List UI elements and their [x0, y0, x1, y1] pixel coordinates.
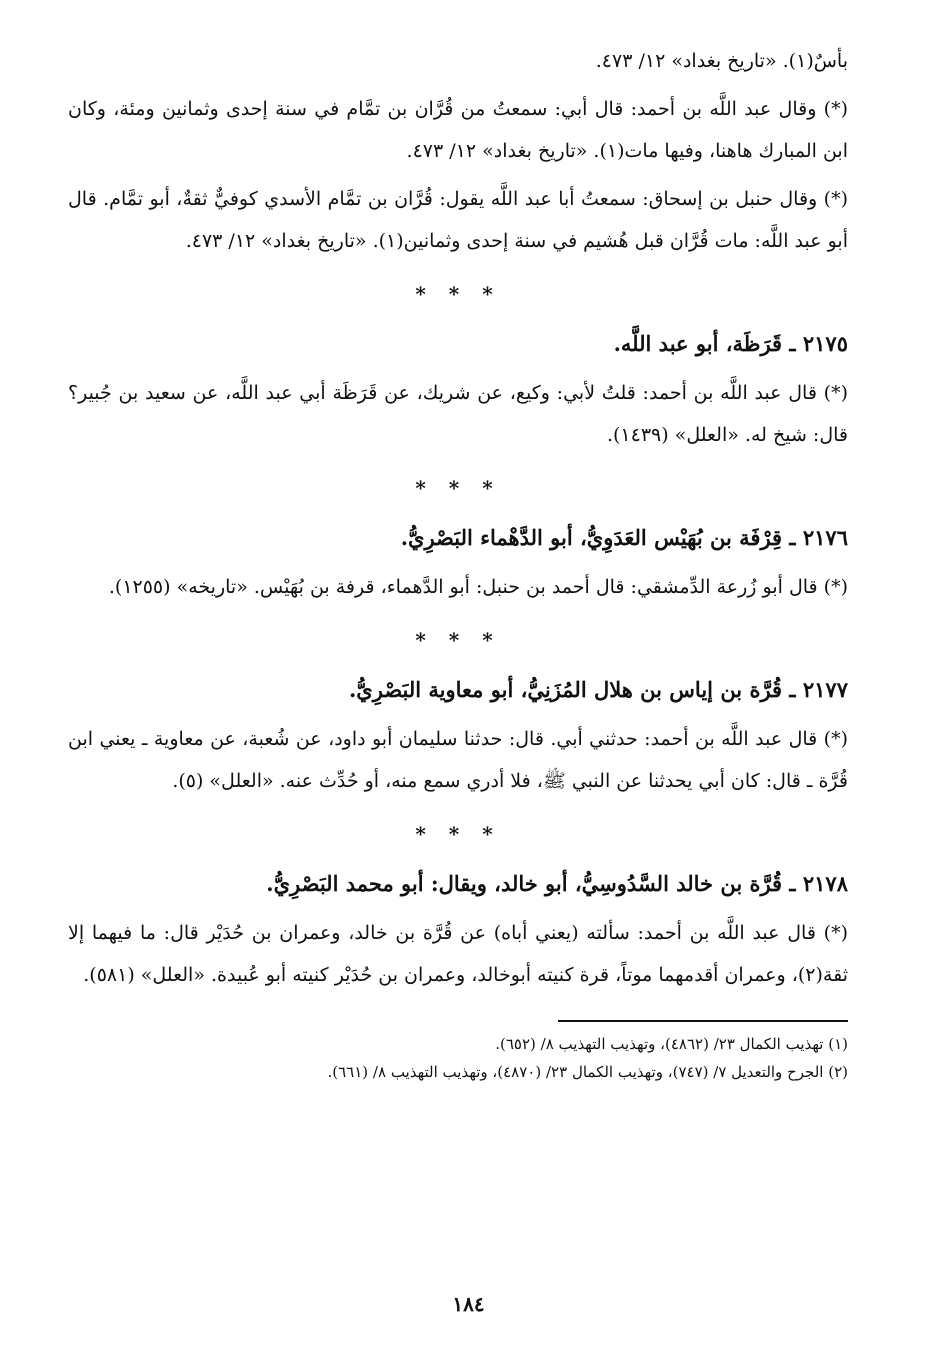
- paragraph: (*) وقال عبد اللَّه بن أحمد: قال أبي: سمعتُ من قُرَّان بن تمَّام في سنة إحدى وثمانين ومئة، وكان ابن المبارك هاهنا، وفيها مات(١). «تاريخ بغداد» ١٢/ ٤٧٣.: [68, 98, 848, 162]
- paragraph: (*) قال عبد اللَّه بن أحمد: قلتُ لأبي: وكيع، عن شريك، عن قَرَظَة أبي عبد اللَّه، عن سعيد بن جُبير؟ قال: شيخ له. «العلل» (١٤٣٩).: [68, 382, 848, 446]
- section-separator: * * *: [415, 822, 501, 846]
- footnotes: [68, 1030, 848, 1086]
- section-separator: * * *: [415, 476, 501, 500]
- entry-title: ٢١٧٧ ـ قُرَّة بن إياس بن هلال المُزَنِيُّ، أبو معاوية البَصْرِيُّ.: [348, 677, 848, 702]
- paragraph: (*) وقال حنبل بن إسحاق: سمعتُ أبا عبد اللَّه يقول: قُرَّان بن تمَّام الأسدي كوفيٌّ ثقةٌ، أبو تمَّام. قال أبو عبد اللَّه: مات قُرَّان قبل هُشيم في سنة إحدى وثمانين(١). «تاريخ بغداد» ١٢/ ٤٧٣.: [68, 188, 848, 252]
- footnote-divider: [558, 1020, 848, 1022]
- paragraph: (*) قال أبو زُرعة الدِّمشقي: قال أحمد بن حنبل: أبو الدَّهماء، قرفة بن بُهَيْس. «تاريخه» (١٢٥٥).: [108, 576, 848, 598]
- page-number: ١٨٤: [452, 1292, 485, 1316]
- entry-title: ٢١٧٦ ـ قِرْفَة بن بُهَيْس العَدَوِيُّ، أبو الدَّهْماء البَصْرِيُّ.: [400, 525, 848, 550]
- footnote: (٢) الجرح والتعديل ٧/ (٧٤٧)، وتهذيب الكمال ٢٣/ (٤٨٧٠)، وتهذيب التهذيب ٨/ (٦٦١).: [327, 1063, 848, 1081]
- entry-title: ٢١٧٨ ـ قُرَّة بن خالد السَّدُوسِيُّ، أبو خالد، ويقال: أبو محمد البَصْرِيُّ.: [266, 871, 848, 896]
- footnote: (١) تهذيب الكمال ٢٣/ (٤٨٦٢)، وتهذيب التهذيب ٨/ (٦٥٢).: [495, 1035, 848, 1053]
- page-content: [68, 40, 848, 1086]
- section-separator: * * *: [415, 628, 501, 652]
- paragraph: (*) قال عبد اللَّه بن أحمد: سألته (يعني أباه) عن قُرَّة بن خالد، وعمران بن حُدَيْر قال: ما فيهما إلا ثقة(٢)، وعمران أقدمهما موتاً، قرة كنيته أبوخالد، وعمران بن حُدَيْر كنيته أبو عُبيدة. «العلل» (٥٨١).: [68, 922, 848, 986]
- entry-title: ٢١٧٥ ـ قَرَظَة، أبو عبد اللَّه.: [613, 331, 848, 356]
- section-separator: * * *: [415, 282, 501, 306]
- paragraph: بأسٌ(١). «تاريخ بغداد» ١٢/ ٤٧٣.: [595, 50, 848, 72]
- paragraph: (*) قال عبد اللَّه بن أحمد: حدثني أبي. قال: حدثنا سليمان أبو داود، عن شُعبة، عن معاوية ـ يعني ابن قُرَّة ـ قال: كان أبي يحدثنا عن النبي ﷺ، فلا أدري سمع منه، أو حُدِّث عنه. «العلل» (٥).: [68, 728, 848, 792]
